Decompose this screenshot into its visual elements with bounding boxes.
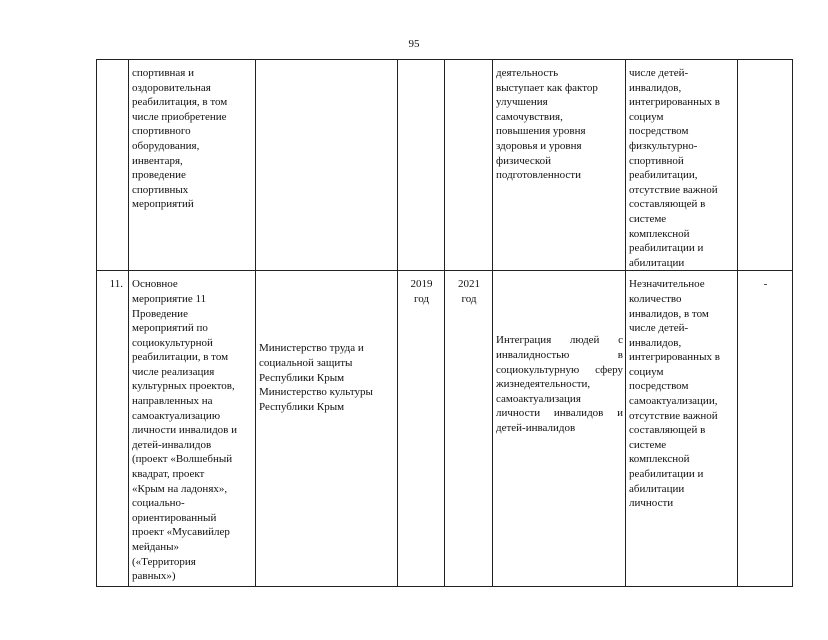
cell-event: спортивная и оздоровительная реабилитация, в том числе приобретение спортивного оборудования, инвентаря, проведение спортивных мероприятий bbox=[129, 60, 256, 271]
cell-link: - bbox=[738, 271, 793, 587]
cell-end-year: 2021 год bbox=[445, 271, 493, 587]
cell-link bbox=[738, 60, 793, 271]
cell-expected-result: Интеграция людей с инвалидностью в социокультурную сферу жизнедеятельности, самоактуализация личности инвалидов и детей-инвалидов bbox=[493, 271, 626, 587]
cell-end-year bbox=[445, 60, 493, 271]
cell-event: Основное мероприятие 11 Проведение мероприятий по социокультурной реабилитации, в том числе реализация культурных проектов, направленных на самоактуализацию личности инвалидов и детей-инвалидов (проект «Волшебный квадрат, проект «Крым на ладонях», социально- ориентированный проект «Мусавийлер мейданы» («Территория равных») bbox=[129, 271, 256, 587]
table-row-11 bbox=[97, 271, 793, 587]
cell-responsible bbox=[256, 60, 398, 271]
measures-table bbox=[96, 59, 793, 587]
cell-consequences: Незначительное количество инвалидов, в том числе детей- инвалидов, интегрированных в социум посредством самоактуализации, отсутствие важной составляющей в системе комплексной реабилитации и абилитации личности bbox=[626, 271, 738, 587]
cell-expected-result: деятельность выступает как фактор улучшения самочувствия, повышения уровня здоровья и уровня физической подготовленности bbox=[493, 60, 626, 271]
cell-start-year: 2019 год bbox=[398, 271, 445, 587]
cell-number bbox=[97, 60, 129, 271]
table-row-continued bbox=[97, 60, 793, 271]
cell-consequences: числе детей- инвалидов, интегрированных в социум посредством физкультурно- спортивной реабилитации, отсутствие важной составляющей в системе комплексной реабилитации и абилитации bbox=[626, 60, 738, 271]
cell-number: 11. bbox=[97, 271, 129, 587]
page-number: 95 bbox=[408, 38, 420, 50]
cell-start-year bbox=[398, 60, 445, 271]
cell-responsible: Министерство труда и социальной защиты Республики Крым Министерство культуры Республики Крым bbox=[256, 271, 398, 587]
